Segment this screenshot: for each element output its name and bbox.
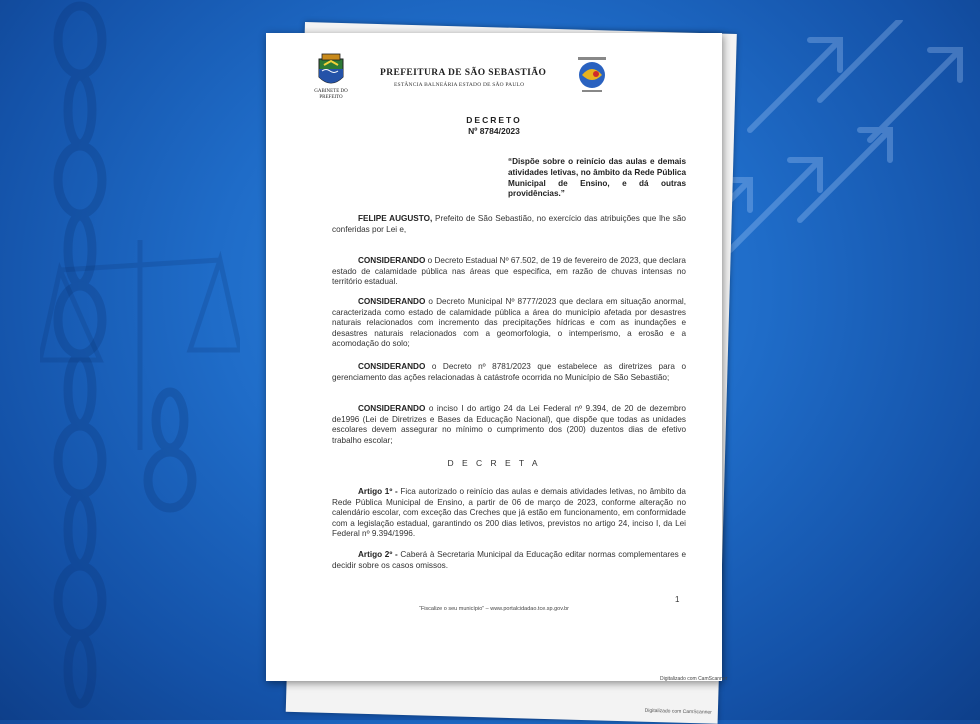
considerando-paragraph: [332, 404, 686, 446]
coat-caption-line-2: PREFEITO: [319, 94, 343, 100]
article-text: Caberá à Secretaria Municipal da Educação editar normas complementares e decidir sobre os casos omissos.: [332, 550, 686, 570]
preamble-text: Prefeito de São Sebastião, no exercício das atribuições que lhe são conferidas por Lei e,: [332, 214, 686, 234]
scanner-stamp: Digitalizado com CamScanner: [660, 676, 728, 682]
page-number: 1: [675, 595, 680, 604]
considerando-text: o Decreto Municipal Nº 8777/2023 que declara em situação anormal, caracterizada como estado de calamidade pública a área do município afetada por desastres naturais relacionados com incremento das precipitações hídricas e com as inundações e desastres naturais relacionados com a geomorfologia, o intemperismo, a erosão e a acomodação do solo;: [332, 297, 686, 348]
considerando-text: o inciso I do artigo 24 da Lei Federal nº 9.394, de 20 de dezembro de1996 (Lei de Diretrizes e Bases da Educação Nacional), que dispõe que todas as unidades escolares devem assegurar no mínimo o cumprimento dos (200) duzentos dias de efetivo trabalho escolar;: [332, 404, 686, 445]
document-number: Nº 8784/2023: [468, 126, 520, 136]
mayor-name: FELIPE AUGUSTO,: [358, 214, 433, 223]
preamble-paragraph: [332, 214, 686, 235]
considerando-keyword: CONSIDERANDO: [358, 256, 426, 265]
decreta-heading: D E C R E T A: [447, 458, 541, 468]
page-footer: “Fiscalize o seu município” – www.portalcidadao.tce.sp.gov.br: [419, 606, 569, 612]
article-paragraph: [332, 487, 686, 540]
coat-caption-line-1: GABINETE DO: [314, 89, 348, 94]
considerando-paragraph: [332, 362, 686, 383]
considerando-paragraph: [332, 256, 686, 288]
considerando-text: o Decreto Estadual Nº 67.502, de 19 de fevereiro de 2023, que declara estado de calamidade pública nas áreas que especifica, em razão de chuvas intensas no território estadual.: [332, 256, 686, 286]
institution-title: PREFEITURA DE SÃO SEBASTIÃO: [380, 68, 547, 78]
coat-caption: [306, 89, 356, 100]
considerando-keyword: CONSIDERANDO: [358, 297, 426, 306]
considerando-keyword: CONSIDERANDO: [358, 404, 426, 413]
document-type: DECRETO: [466, 115, 522, 125]
article-paragraph: [332, 550, 686, 571]
back-scanner-stamp: Digitalizado com CamScanner: [644, 707, 712, 716]
considerando-text: o Decreto nº 8781/2023 que estabelece as diretrizes para o gerenciamento das ações relacionadas à catástrofe ocorrida no Município de São Sebastião;: [332, 362, 686, 382]
considerando-keyword: CONSIDERANDO: [358, 362, 426, 371]
decree-page: [266, 33, 722, 681]
coat-of-arms-logo: [316, 53, 346, 91]
institution-subtitle: ESTÂNCIA BALNEÁRIA ESTADO DE SÃO PAULO: [394, 82, 525, 88]
article-label: Artigo 1º -: [358, 487, 398, 496]
scale-of-justice-decoration: [40, 230, 240, 460]
document-ementa: “Dispõe sobre o reinício das aulas e demais atividades letivas, no âmbito da Rede Pública Municipal de Ensino, e dá outras providências.”: [508, 157, 686, 199]
anniversary-logo: [572, 55, 612, 95]
article-text: Fica autorizado o reinício das aulas e demais atividades letivas, no âmbito da Rede Pública Municipal de Ensino, a partir de 06 de março de 2023, conforme alteração no calendário escolar, com exceção das Creches que já estão em funcionamento, em conformidade com a legislação estadual, garantindo os 200 dias letivos, previstos no artigo 24, inciso I, da Lei Federal nº 9.394/1996.: [332, 487, 686, 538]
article-label: Artigo 2º -: [358, 550, 398, 559]
considerando-paragraph: [332, 297, 686, 350]
